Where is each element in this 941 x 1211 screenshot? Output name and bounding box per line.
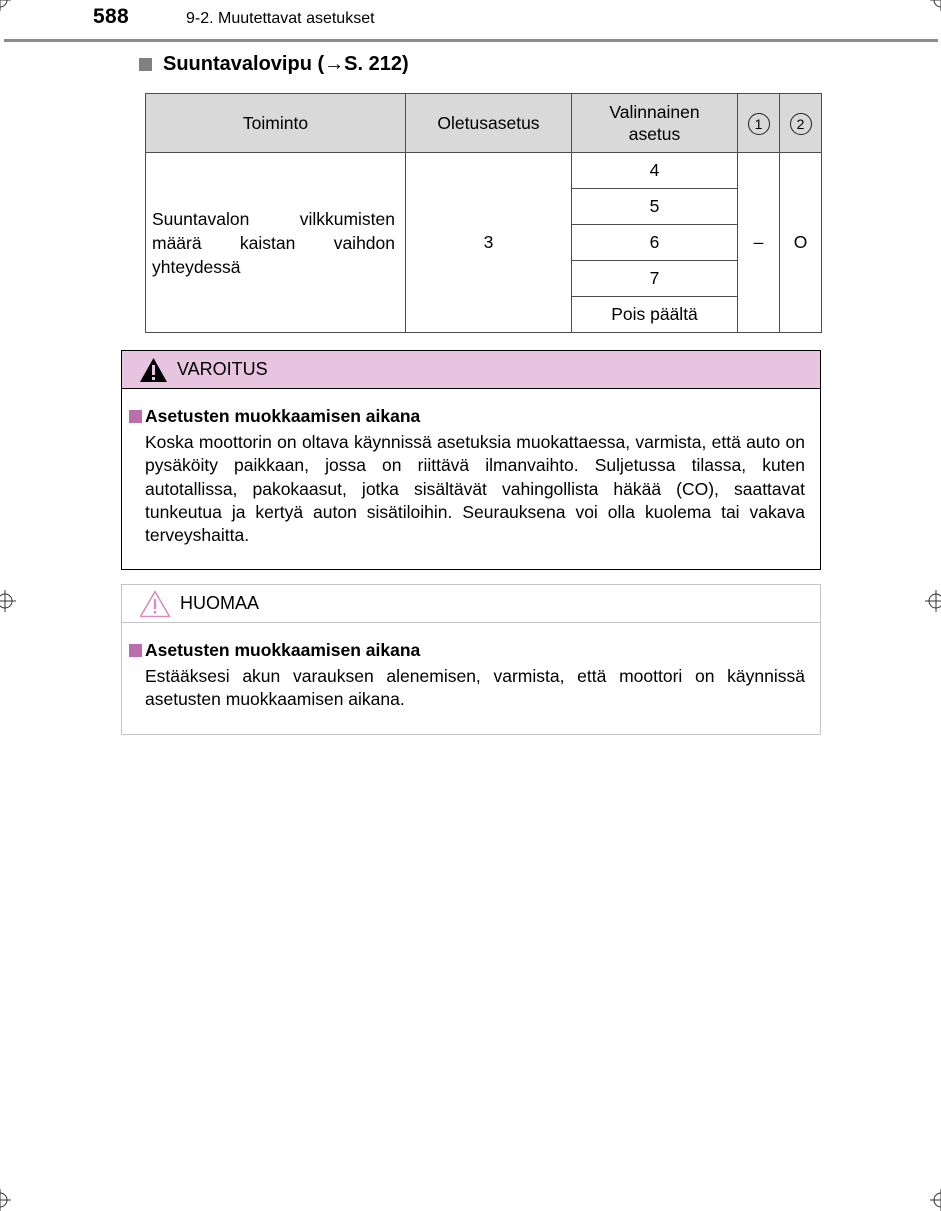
chapter-title: 9-2. Muutettavat asetukset <box>186 10 375 27</box>
circled-2-icon: 2 <box>790 113 812 135</box>
function-cell: Suuntavalon vilkkumisten määrä kaistan vaihdon yhteydessä <box>146 153 406 333</box>
notice-box <box>121 584 821 735</box>
registration-mark-top-left <box>0 0 11 11</box>
column-header-default: Oletusasetus <box>406 94 572 153</box>
notice-subtitle-text: Asetusten muokkaamisen aikana <box>145 640 421 660</box>
option-cell: 4 <box>572 153 738 189</box>
registration-mark-top-right <box>930 0 941 11</box>
circled-1-icon: 1 <box>748 113 770 135</box>
col1-value-cell: – <box>738 153 780 333</box>
settings-table <box>145 93 822 333</box>
subtitle-bullet-icon <box>129 410 142 423</box>
notice-body: Estääksesi akun varauksen alenemisen, varmista, että moottori on käynnissä asetusten muokkaamisen aikana. <box>145 666 805 710</box>
section-heading <box>139 53 409 76</box>
column-header-optional-label: Valinnainen asetus <box>609 102 700 144</box>
notice-subtitle <box>129 640 420 661</box>
column-header-function: Toiminto <box>146 94 406 153</box>
col2-value-cell: O <box>780 153 822 333</box>
warning-subtitle <box>129 406 420 427</box>
column-header-2 <box>780 94 822 153</box>
warning-label: VAROITUS <box>177 359 268 379</box>
notice-label: HUOMAA <box>180 593 260 613</box>
column-header-1 <box>738 94 780 153</box>
registration-mark-mid-right <box>925 590 941 612</box>
caution-triangle-icon <box>139 590 171 618</box>
warning-triangle-icon <box>139 357 168 383</box>
table-row <box>146 153 822 189</box>
section-bullet-icon <box>139 58 152 71</box>
warning-body: Koska moottorin on oltava käynnissä asetuksia muokattaessa, varmista, että auto on pysäköity paikkaan, jossa on riittävä ilmanvaihto. Suljetussa tilassa, kuten autotallissa, pakokaasut, jotka sisältävät vahingollista häkää (CO), saattavat tunkeutua ja kertyä auton sisätiloihin. Seurauksena voi olla kuolema tai vakava terveyshaitta. <box>145 432 805 546</box>
header-divider <box>4 39 938 42</box>
default-value-cell: 3 <box>406 153 572 333</box>
page-number: 588 <box>93 5 129 28</box>
subtitle-bullet-icon <box>129 644 142 657</box>
registration-mark-bottom-right <box>930 1189 941 1211</box>
option-cell: Pois päältä <box>572 297 738 333</box>
table-header-row <box>146 94 822 153</box>
registration-mark-mid-left <box>0 590 16 612</box>
option-cell: 7 <box>572 261 738 297</box>
warning-box <box>121 350 821 570</box>
section-title: Suuntavalovipu (→S. 212) <box>163 53 409 75</box>
warning-header <box>122 351 820 389</box>
column-header-optional <box>572 94 738 153</box>
option-cell: 5 <box>572 189 738 225</box>
notice-header <box>122 585 820 623</box>
option-cell: 6 <box>572 225 738 261</box>
registration-mark-bottom-left <box>0 1189 11 1211</box>
warning-subtitle-text: Asetusten muokkaamisen aikana <box>145 406 421 426</box>
